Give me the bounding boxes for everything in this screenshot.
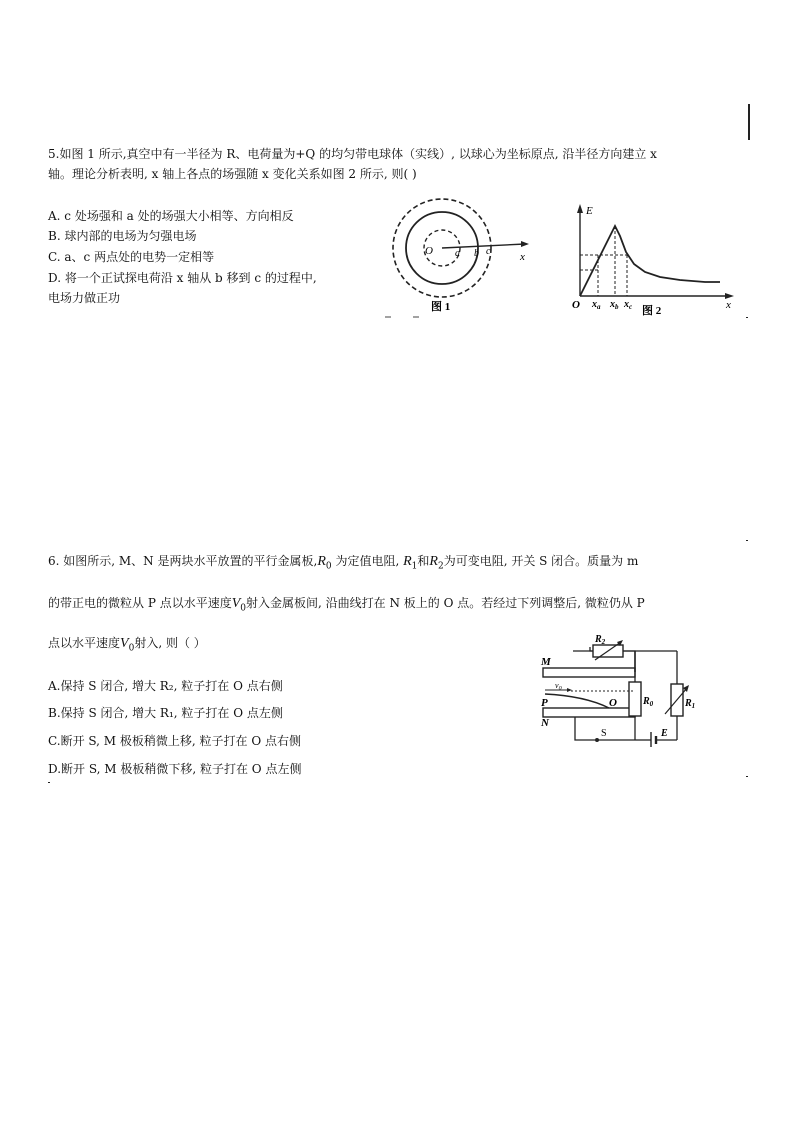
- q5-option-b: B. 球内部的电场为匀强电场: [48, 229, 197, 243]
- q6-option-b: B.保持 S 闭合, 增大 R₁, 粒子打在 O 点左侧: [48, 706, 283, 720]
- q6-option-a: A.保持 S 闭合, 增大 R₂, 粒子打在 O 点右侧: [48, 679, 283, 693]
- fig1-origin-label: O: [425, 245, 433, 257]
- q5-option-c: C. a、c 两点处的电势一定相等: [48, 250, 215, 264]
- fig2-caption: 图 2: [642, 305, 662, 317]
- q6-option-c: C.断开 S, M 极板稍微上移, 粒子打在 O 点右侧: [48, 734, 302, 748]
- label-N: N: [541, 717, 549, 729]
- scan-dot: [746, 776, 748, 777]
- q6-stem-line2: 的带正电的微粒从 P 点以水平速度$V_0$射入金属板间, 沿曲线打在 N 板上的 O 点。若经过下列调整后, 微粒仍从 P: [48, 596, 645, 614]
- fig2-tick-xa: $x_a$: [592, 299, 601, 311]
- particle-trajectory: [545, 694, 609, 708]
- plate-M: [543, 668, 635, 677]
- q6-stem-line1: 6. 如图所示, M、N 是两块水平放置的平行金属板$,R_0$ 为定值电阻, $R_1$和$R_2$为可变电阻, 开关 S 闭合。质量为 m: [48, 554, 639, 572]
- label-v0: $v_0$: [555, 681, 562, 692]
- q6-circuit-diagram: [535, 632, 715, 747]
- label-R2: $R_2$: [595, 634, 606, 646]
- fig1-label-c: c: [486, 246, 491, 257]
- fig2-tick-xb: $x_b$: [610, 299, 619, 311]
- plate-N: [543, 708, 635, 717]
- label-M: M: [541, 656, 551, 668]
- fig1-axis-label: x: [520, 251, 525, 263]
- fig2-tick-xc: $x_c$: [624, 299, 633, 311]
- q6-option-d: D.断开 S, M 极板稍微下移, 粒子打在 O 点左侧: [48, 762, 302, 776]
- scan-dot: [48, 782, 50, 783]
- label-P: P: [541, 697, 548, 709]
- q5-figure2: [570, 200, 745, 322]
- fig1-label-a: a: [455, 248, 460, 259]
- q5-figure1: [385, 196, 540, 318]
- q6-stem-line3: 点以水平速度$V_0$射入, 则（ ）: [48, 636, 206, 654]
- scan-dot: [746, 540, 748, 541]
- fig2-field-curve: [580, 226, 720, 296]
- resistor-R0: [629, 682, 641, 716]
- label-O: O: [609, 697, 617, 709]
- wire-n-down: [575, 717, 595, 740]
- q5-option-a: A. c 处场强和 a 处的场强大小相等、方向相反: [48, 209, 294, 223]
- fig1-caption: 图 1: [431, 301, 451, 313]
- margin-mark: [748, 104, 750, 140]
- label-S: S: [601, 728, 607, 739]
- q5-option-d: D. 将一个正试探电荷沿 x 轴从 b 移到 c 的过程中,: [48, 271, 317, 285]
- fig2-y-arrow: [577, 204, 583, 213]
- label-R1: $R_1$: [685, 698, 696, 710]
- fig1-label-b: b: [474, 248, 479, 259]
- fig2-origin-label: O: [572, 299, 580, 311]
- label-R0: $R_0$: [643, 696, 654, 708]
- q5-option-d-cont: 电场力做正功: [48, 291, 121, 305]
- q5-stem-line2: 轴。理论分析表明, x 轴上各点的场强随 x 变化关系如图 2 所示, 则( ): [48, 167, 417, 181]
- fig2-y-label: E: [586, 205, 593, 217]
- fig2-x-label: x: [726, 299, 731, 311]
- fig1-axis-arrow: [521, 241, 529, 247]
- scan-dot: [746, 317, 748, 318]
- q5-stem-line1: 5.如图 1 所示,真空中有一半径为 R、电荷量为+Q 的均匀带电球体（实线）, 以球心为坐标原点, 沿半径方向建立 x: [48, 147, 657, 161]
- label-E: E: [661, 728, 668, 739]
